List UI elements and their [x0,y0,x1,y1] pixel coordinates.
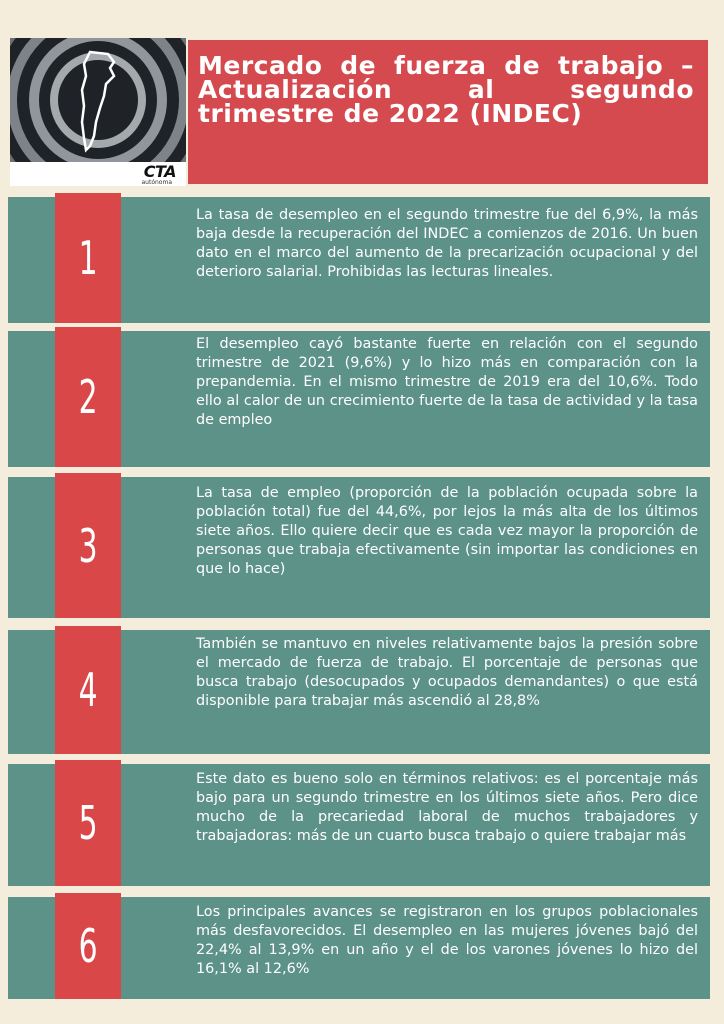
card-number: 4 [78,663,98,717]
number-badge [55,760,121,886]
number-badge [55,893,121,999]
card-number: 6 [78,919,98,973]
card-text: También se mantuvo en niveles relativamente bajos la presión sobre el mercado de fuerza de trabajo. El porcentaje de personas que busca trabajo (desocupados y ocupados demandantes) o que está disponible para trabajar más ascendió al 28,8% [196,636,698,709]
number-badge [55,193,121,323]
info-card-6 [8,897,710,999]
logo-subtitle-text: autónoma [141,179,172,186]
card-number: 2 [78,370,98,424]
card-text: El desempleo cayó bastante fuerte en relación con el segundo trimestre de 2021 (9,6%) y lo hizo más en comparación con la prepandemia. En el mismo trimestre de 2019 era del 10,6%. Todo ello al calor de un crecimiento fuerte de la tasa de actividad y la tasa de empleo [196,336,698,428]
card-number: 3 [78,518,98,573]
card-number: 1 [78,231,98,285]
info-card-2 [8,331,710,467]
info-card-5 [8,764,710,886]
card-text: Este dato es bueno solo en términos relativos: es el porcentaje más bajo para un segundo trimestre en los últimos siete años. Pero dice mucho de la precariedad laboral de muchos trabajadores y trabajadoras: más de un cuarto busca trabajo o quiere trabajar más [196,771,698,844]
card-text: Los principales avances se registraron en los grupos poblacionales más desfavorecidos. El desempleo en las mujeres jóvenes bajó del 22,4% al 13,9% en un año y el de los varones jóvenes lo hizo del 16,1% al 12,6% [196,904,698,977]
card-text: La tasa de desempleo en el segundo trimestre fue del 6,9%, la más baja desde la recuperación del INDEC a comienzos de 2016. Un buen dato en el marco del aumento de la precarización ocupacional y del deterioro salarial. Prohibidas las lecturas lineales. [196,207,698,280]
page-title: Mercado de fuerza de trabajo – Actualización al segundo trimestre de 2022 (INDEC) [198,51,694,128]
info-card-1 [8,197,710,323]
number-badge [55,473,121,618]
info-card-4 [8,630,710,754]
card-number: 5 [78,796,98,850]
title-banner [188,40,708,184]
number-badge [55,327,121,467]
cta-logo [10,38,186,186]
info-card-3 [8,477,710,618]
card-text: La tasa de empleo (proporción de la población ocupada sobre la población total) fue del 44,6%, por lejos la más alta de los últimos siete años. Ello quiere decir que es cada vez mayor la proporción de personas que trabaja efectivamente (sin importar las condiciones en que lo hace) [196,485,698,577]
number-badge [55,626,121,754]
logo-brand-text: CTA [143,162,176,181]
